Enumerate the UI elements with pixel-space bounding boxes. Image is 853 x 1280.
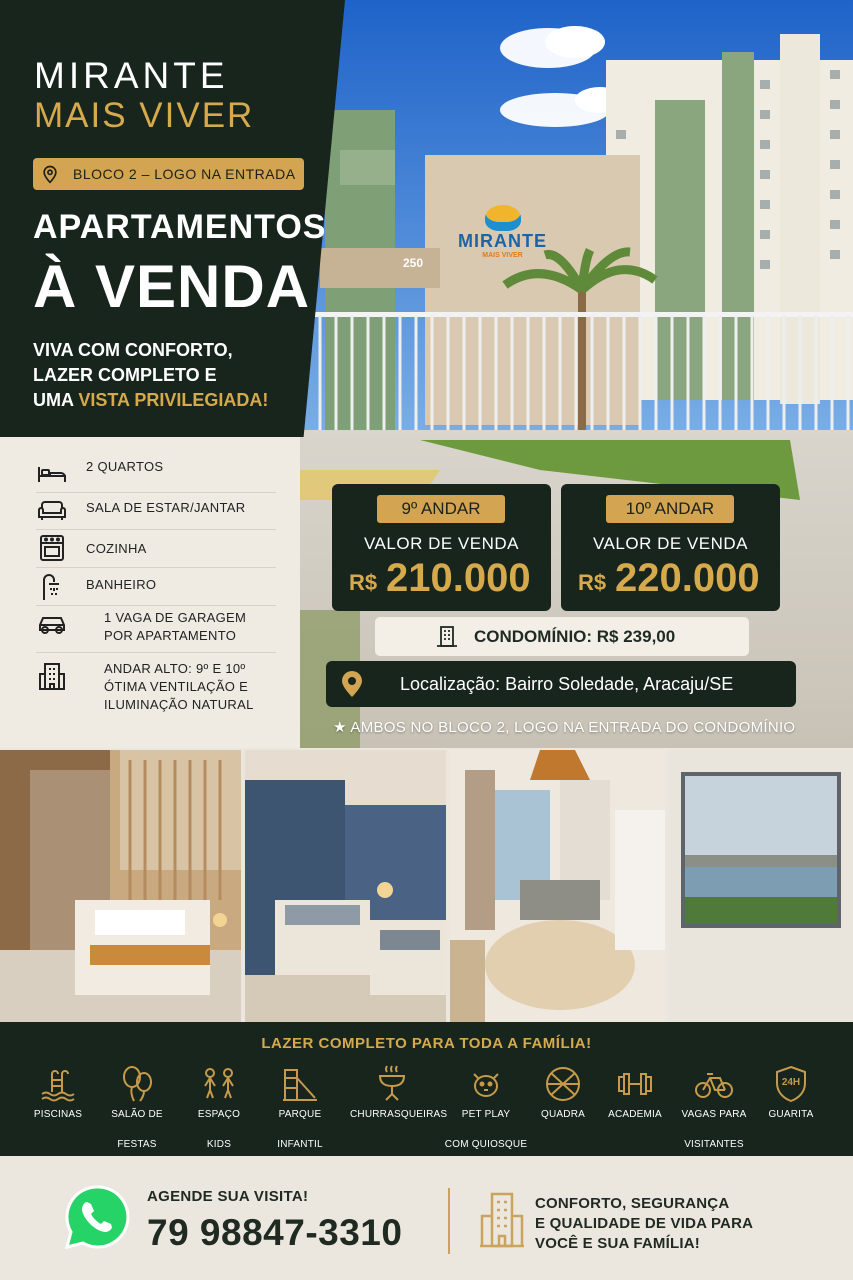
photo-bedroom-twin <box>245 750 446 1022</box>
location-pin-icon <box>40 164 60 184</box>
building-sign <box>455 205 550 275</box>
amenity-gym <box>593 1064 677 1121</box>
amenity-label <box>350 1108 448 1121</box>
sofa-icon <box>36 495 68 527</box>
amenity-pool <box>16 1064 100 1121</box>
amenity-line: INFANTIL <box>277 1139 323 1150</box>
building-icon <box>36 660 68 692</box>
pet-icon <box>466 1064 506 1104</box>
feature-garage <box>36 609 246 645</box>
amenity-line: VAGAS PARA <box>681 1109 747 1120</box>
price-currency: R$ <box>349 570 378 595</box>
closing-line: E QUALIDADE DE VIDA PARA <box>535 1215 754 1232</box>
amenity-label <box>593 1108 677 1121</box>
amenity-label <box>258 1108 342 1151</box>
amenity-guardhouse <box>749 1064 833 1121</box>
closing-line: VOCÊ E SUA FAMÍLIA! <box>535 1235 700 1252</box>
grill-icon <box>372 1064 412 1104</box>
amenity-party-hall <box>95 1064 179 1151</box>
closing-message <box>535 1194 753 1254</box>
tagline-highlight: VISTA PRIVILEGIADA! <box>78 390 269 410</box>
amenity-grill <box>350 1064 448 1121</box>
shower-icon <box>36 570 68 602</box>
stove-icon <box>36 532 68 564</box>
feature-living <box>36 495 245 527</box>
divider <box>36 567 276 568</box>
tagline-line-2: LAZER COMPLETO E <box>33 365 217 385</box>
building-number: 250 <box>403 256 424 270</box>
price-currency: R$ <box>578 570 607 595</box>
floor-badge: 10º ANDAR <box>606 495 734 523</box>
divider <box>36 492 276 493</box>
sign-sub: MAIS VIVER <box>482 252 523 259</box>
car-icon <box>36 609 68 641</box>
bicycle-icon <box>694 1064 734 1104</box>
amenity-line: KIDS <box>206 1139 232 1150</box>
amenity-playground <box>258 1064 342 1151</box>
price-label: VALOR DE VENDA <box>592 534 748 553</box>
feature-line: 1 VAGA DE GARAGEM <box>104 610 247 625</box>
amenity-line: CHURRASQUEIRAS <box>350 1109 448 1120</box>
amenity-line: GUARITA <box>768 1109 814 1120</box>
sign-name: MIRANTE <box>458 231 547 251</box>
amenity-line: FESTAS <box>117 1139 157 1150</box>
amenity-kids-space <box>177 1064 261 1151</box>
price-label: VALOR DE VENDA <box>363 534 519 553</box>
photo-living-dining <box>450 750 665 1022</box>
feature-label: SALA DE ESTAR/JANTAR <box>86 500 246 515</box>
bed-icon <box>36 458 68 490</box>
bloco-badge <box>33 158 304 190</box>
amenity-line: PISCINAS <box>33 1109 83 1120</box>
amenity-label <box>177 1108 261 1151</box>
feature-line: ILUMINAÇÃO NATURAL <box>104 697 254 712</box>
ball-court-icon <box>543 1064 583 1104</box>
dumbbell-icon <box>615 1064 655 1104</box>
footer-divider <box>448 1188 450 1254</box>
price-card-10th <box>561 484 780 611</box>
pool-icon <box>38 1064 78 1104</box>
building-icon <box>478 1188 526 1250</box>
floor-badge: 9º ANDAR <box>377 495 505 523</box>
amenity-label <box>444 1108 528 1151</box>
building-icon <box>435 624 459 648</box>
location-bar <box>326 661 796 707</box>
amenity-pet-play <box>444 1064 528 1151</box>
visit-label: AGENDE SUA VISITA! <box>147 1188 309 1205</box>
photo-window-view <box>669 750 853 1022</box>
feature-label <box>86 609 246 645</box>
amenity-line: PARQUE <box>278 1109 322 1120</box>
price-card-9th <box>332 484 551 611</box>
note-text: AMBOS NO BLOCO 2, LOGO NA ENTRADA DO CONDOMÍNIO <box>350 719 796 736</box>
amenity-label <box>749 1108 833 1121</box>
amenity-line: ESPAÇO <box>197 1109 241 1120</box>
note-line <box>333 718 795 736</box>
amenity-line: QUADRA <box>541 1109 585 1120</box>
headline-main: À VENDA <box>33 253 311 320</box>
feature-label <box>86 660 254 714</box>
bloco-badge-text: BLOCO 2 – LOGO NA ENTRADA <box>73 166 296 182</box>
amenity-line: PET PLAY <box>461 1109 511 1120</box>
shield-24h-icon <box>771 1064 811 1104</box>
guarita-badge: 24H <box>781 1077 801 1088</box>
price-value: 220.000 <box>615 556 760 600</box>
tagline-line-1: VIVA COM CONFORTO, <box>33 340 233 360</box>
balloons-icon <box>117 1064 157 1104</box>
phone-number[interactable]: 79 98847-3310 <box>147 1212 403 1253</box>
sign-logo-icon <box>485 205 521 231</box>
whatsapp-icon[interactable] <box>63 1183 131 1251</box>
feature-label: BANHEIRO <box>86 577 157 592</box>
feature-label: COZINHA <box>86 541 147 556</box>
amenity-label <box>16 1108 100 1121</box>
price-value: 210.000 <box>386 556 531 600</box>
feature-kitchen <box>36 532 147 564</box>
amenity-label <box>95 1108 179 1151</box>
brand-subtitle: MAIS VIVER <box>34 96 255 135</box>
kids-icon <box>199 1064 239 1104</box>
feature-high-floor <box>36 660 254 714</box>
amenity-line: SALÃO DE <box>111 1109 163 1120</box>
headline-top: APARTAMENTOS <box>33 208 327 246</box>
feature-line: POR APARTAMENTO <box>104 628 237 643</box>
amenity-line: ACADEMIA <box>608 1109 662 1120</box>
condominio-text: CONDOMÍNIO: R$ 239,00 <box>474 626 676 646</box>
amenity-line: COM QUIOSQUE <box>444 1139 528 1150</box>
feature-bathroom <box>36 570 156 602</box>
star-icon: ★ <box>333 719 351 736</box>
condominio-fee <box>375 617 749 656</box>
feature-line: ANDAR ALTO: 9º E 10º <box>104 661 246 676</box>
divider <box>36 605 276 606</box>
tagline-prefix: UMA <box>33 390 79 410</box>
tagline <box>33 338 268 413</box>
feature-label: 2 QUARTOS <box>86 459 164 474</box>
amenities-title: LAZER COMPLETO PARA TODA A FAMÍLIA! <box>261 1035 592 1052</box>
playground-icon <box>280 1064 320 1104</box>
location-text: Localização: Bairro Soledade, Aracaju/SE <box>400 673 734 694</box>
features-panel <box>0 437 300 748</box>
feature-bedrooms <box>36 458 163 490</box>
amenity-line: VISITANTES <box>684 1139 744 1150</box>
location-pin-icon <box>340 670 364 698</box>
feature-line: ÓTIMA VENTILAÇÃO E <box>104 679 249 694</box>
tagline-line-3 <box>33 388 268 413</box>
brand-name: MIRANTE <box>34 55 229 96</box>
divider <box>36 529 276 530</box>
closing-line: CONFORTO, SEGURANÇA <box>535 1195 730 1212</box>
divider <box>36 652 276 653</box>
photo-bedroom-master <box>0 750 241 1022</box>
